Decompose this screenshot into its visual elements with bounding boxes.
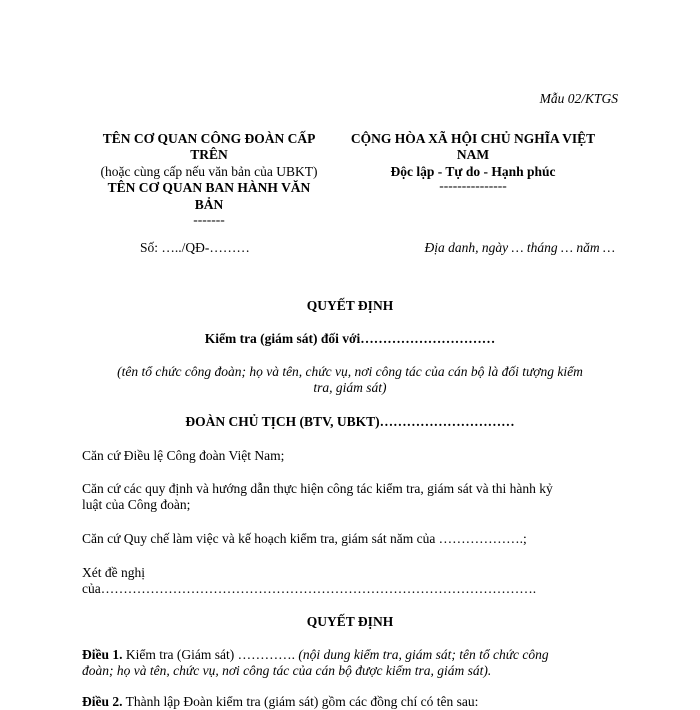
right-separator: ---------------	[439, 178, 507, 193]
article-2-text: Thành lập Đoàn kiểm tra (giám sát) gồm các đồng chí có tên sau:	[122, 694, 479, 709]
place-date: Địa danh, ngày … tháng … năm …	[424, 240, 615, 255]
proposal-line2: của…………………………………………………………………………………….	[82, 581, 537, 596]
basis-regulations-line2: luật của Công đoàn;	[82, 497, 191, 512]
left-separator: -------	[193, 212, 225, 227]
decision-heading: QUYẾT ĐỊNH	[306, 614, 394, 629]
article-2-label: Điều 2.	[82, 694, 123, 709]
subject-note-line1: (tên tổ chức công đoàn; họ và tên, chức vụ, nơi công tác của cán bộ là đối tượng kiểm	[117, 364, 583, 379]
superior-org-line1: TÊN CƠ QUAN CÔNG ĐOÀN CẤP	[102, 131, 316, 146]
proposal-line1: Xét đề nghị	[82, 565, 145, 580]
national-motto: Độc lập - Tự do - Hạnh phúc	[390, 164, 556, 179]
basis-working-rules: Căn cứ Quy chế làm việc và kế hoạch kiểm tra, giám sát năm của ……………….;	[82, 531, 527, 546]
issuing-org-line1: TÊN CƠ QUAN BAN HÀNH VĂN	[107, 180, 311, 195]
form-code: Mẫu 02/KTGS	[539, 91, 618, 106]
subject-note-line2: tra, giám sát)	[313, 380, 387, 395]
article-1-text: Kiểm tra (Giám sát) ………….	[122, 647, 299, 662]
decision-subject: Kiểm tra (giám sát) đối với…………………………	[204, 331, 496, 346]
superior-org-note: (hoặc cùng cấp nếu văn bản của UBKT)	[100, 164, 318, 179]
issuing-org-line2: BẢN	[194, 197, 224, 212]
superior-org-line2: TRÊN	[190, 147, 228, 162]
article-1-label: Điều 1.	[82, 647, 123, 662]
national-title-line2: NAM	[456, 147, 490, 162]
issuing-authority: ĐOÀN CHỦ TỊCH (BTV, UBKT)…………………………	[185, 414, 515, 429]
document-number: Số: …../QĐ-………	[140, 240, 250, 255]
basis-regulations-line1: Căn cứ các quy định và hướng dẫn thực hiện công tác kiểm tra, giám sát và thi hành kỷ	[82, 481, 553, 496]
document-title: QUYẾT ĐỊNH	[306, 298, 394, 313]
article-1-note-line2: đoàn; họ và tên, chức vụ, nơi công tác của cán bộ được kiểm tra, giám sát).	[82, 663, 492, 678]
article-1-line1	[82, 647, 622, 663]
basis-charter: Căn cứ Điều lệ Công đoàn Việt Nam;	[82, 448, 285, 463]
article-1-note-line1: (nội dung kiểm tra, giám sát; tên tổ chức công	[298, 647, 549, 662]
national-title-line1: CỘNG HÒA XÃ HỘI CHỦ NGHĨA VIỆT	[350, 131, 596, 146]
article-2-line	[82, 694, 622, 710]
